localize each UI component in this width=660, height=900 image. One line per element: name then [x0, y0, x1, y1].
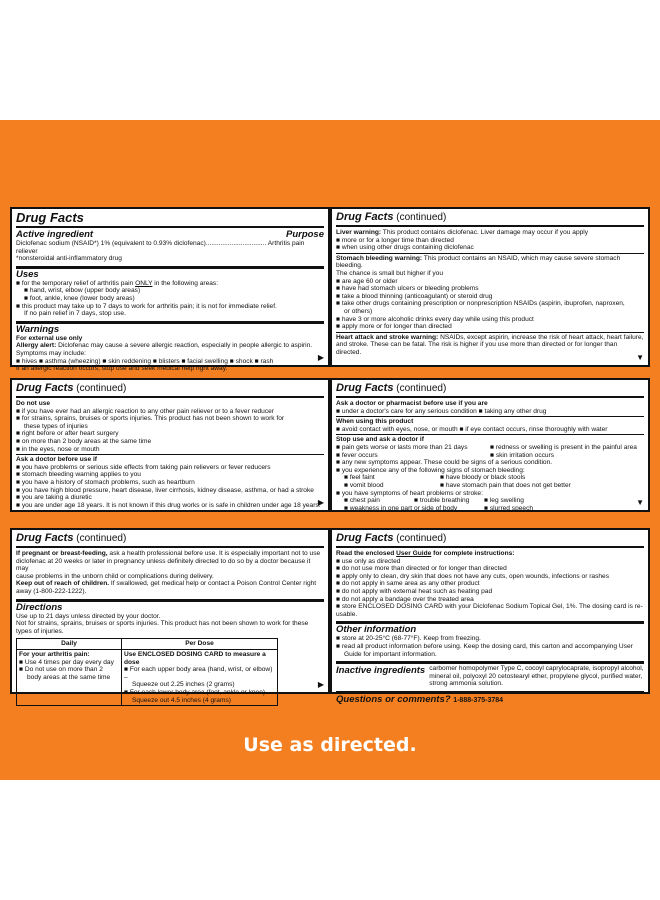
active-ingredient-line: Diclofenac sodium (NSAID*) 1% (equivalent to 0.93% diclofenac)................................. Arthritis pain reliever: [16, 240, 305, 255]
dose-head: Use ENCLOSED DOSING CARD to measure a dose: [124, 650, 266, 666]
daily-item: ■ Use 4 times per day every day: [19, 658, 114, 666]
divider: [336, 332, 644, 333]
keep-out-reach: [16, 580, 324, 588]
heading-text: Drug Facts: [16, 382, 74, 394]
dosing-header-row: [17, 639, 278, 650]
nsaid-footnote: *nonsteroidal anti-inflammatory drug: [16, 255, 122, 263]
stomach-item-4: ■ take other drugs containing prescription or nonprescription NSAIDs (aspirin, ibuprofen, naproxen,: [336, 300, 625, 308]
allergy-end: If an allergic reaction occurs, stop use and seek medical help right away.: [16, 365, 228, 373]
dnu-item-4: ■ on more than 2 body areas at the same time: [16, 437, 152, 445]
directions-line-3: types of injuries.: [16, 627, 64, 635]
other-item-1: ■ store at 20-25°C (68-77°F). Keep from freezing.: [336, 635, 481, 643]
other-item-2b: Guide for important information.: [344, 650, 437, 658]
continued-label: (continued): [73, 533, 127, 544]
ask-item-5: ■ you are taking a diuretic: [16, 494, 92, 502]
pregnancy-warning: [16, 550, 324, 558]
panel-heading: [336, 532, 644, 548]
bleeding-row-2: [336, 482, 644, 490]
uses-line-3: ■ foot, ankle, knee (lower body areas): [24, 294, 135, 302]
phone-number: 1-888-375-3784: [453, 696, 504, 704]
ask-pharm-item: ■ under a doctor's care for any serious condition ■ taking any other drug: [336, 407, 547, 415]
panel-heading: [16, 532, 324, 548]
bleeding-row-1: [336, 474, 644, 482]
other-item-2: ■ read all product information before using. Keep the dosing card, this carton and accompanying User: [336, 642, 633, 650]
heart-item: ■ leg swelling: [484, 497, 524, 505]
continued-label: (continued): [393, 212, 447, 223]
heart-label: Heart attack and stroke warning:: [336, 333, 439, 341]
warnings-title: Warnings: [16, 321, 324, 335]
stomach-item-6: ■ apply more or for longer than directed: [336, 323, 452, 331]
dosing-body-row: [17, 649, 278, 705]
heading-text: Drug Facts: [336, 382, 394, 394]
tagline: Use as directed.: [243, 734, 417, 756]
guide-item-5: ■ do not apply with external heat such as heating pad: [336, 587, 493, 595]
directions-line-2: Not for strains, sprains, bruises or sports injuries. This product has not been shown to work for these: [16, 620, 309, 628]
guide-item-1: ■ use only as directed: [336, 557, 401, 565]
uses-title: Uses: [16, 266, 324, 280]
heading-text: Drug Facts: [336, 211, 394, 223]
continued-label: (continued): [393, 383, 447, 394]
ask-pharmacist-title: Ask a doctor or pharmacist before use if you are: [336, 400, 488, 407]
bleeding-item: ■ vomit blood: [344, 481, 384, 489]
heading-text: Drug Facts: [336, 532, 394, 544]
user-guide-title: [336, 550, 644, 558]
stop-row-2: [336, 452, 644, 460]
continued-label: (continued): [393, 533, 447, 544]
questions-row: [336, 691, 644, 706]
stomach-warning: [336, 255, 644, 270]
ask-item-3: ■ you have a history of stomach problems, such as heartburn: [16, 478, 195, 486]
drug-facts-panel-3: [10, 378, 330, 512]
directions-title: Directions: [16, 599, 324, 613]
heart-item: ■ slurred speech: [484, 504, 534, 512]
stop-item: ■ redness or swelling is present in the painful area: [490, 443, 637, 451]
stop-use-title: Stop use and ask a doctor if: [336, 436, 424, 444]
heart-warning-2: and stroke. These can be fatal. The risk is higher if you use more than directed or for longer than directed.: [336, 341, 618, 356]
heart-item: ■ chest pain: [344, 497, 380, 505]
ask-item-4: ■ you have high blood pressure, heart disease, liver cirrhosis, kidney disease, asthma, or had a stroke: [16, 486, 314, 494]
ask-item-6: ■ you are under age 18 years. It is not known if this drug works or is safe in children under age 18 years.: [16, 501, 321, 509]
ask-item-2: ■ stomach bleeding warning applies to you: [16, 471, 141, 479]
right-arrow-icon: ▶: [317, 353, 324, 362]
user-guide-link: User Guide: [396, 550, 432, 557]
uses-only: ONLY: [135, 279, 153, 287]
stop-item: ■ skin irritation occurs: [490, 451, 555, 459]
dose-item: Squeeze out 4.5 inches (4 grams): [132, 696, 231, 704]
panel-heading: [16, 382, 324, 398]
liver-item-1: ■ more or for a longer time than directed: [336, 236, 454, 244]
heading-text: Drug Facts: [16, 210, 84, 225]
pregnancy-text-3: cause problems in the unborn child or complications during delivery.: [16, 572, 214, 580]
dnu-item-3: ■ right before or after heart surgery: [16, 430, 119, 438]
do-not-use-title: Do not use: [16, 400, 51, 407]
heart-row-2: [336, 505, 644, 513]
heart-item: ■ trouble breathing: [414, 497, 470, 505]
liver-text: This product contains diclofenac. Liver damage may occur if you apply: [381, 229, 589, 236]
heart-text: NSAIDs, except aspirin, increase the risk of heart attack, heart failure,: [438, 333, 644, 341]
divider: [16, 454, 324, 455]
daily-column-header: Daily: [17, 639, 122, 650]
dose-item: Squeeze out 2.25 inches (2 grams): [132, 681, 235, 689]
dnu-item-5: ■ in the eyes, nose or mouth: [16, 445, 100, 453]
heart-warning: [336, 334, 644, 342]
purpose-title: Purpose: [285, 229, 324, 240]
stomach-text: This product contains an NSAID, which may cause severe stomach bleeding.: [336, 254, 621, 270]
external-use: For external use only: [16, 334, 83, 342]
down-arrow-icon: ▼: [636, 353, 644, 362]
dnu-item-2: ■ for strains, sprains, bruises or sports injuries. This product has not been shown to work for: [16, 415, 285, 423]
divider: [336, 416, 644, 417]
daily-item: ■ Do not use on more than 2: [19, 666, 103, 674]
keep-text-2: away (1-800-222-1222).: [16, 587, 87, 595]
uses-line-1: [16, 280, 324, 288]
stomach-chance: The chance is small but higher if you: [336, 269, 444, 277]
allergy-alert: [16, 342, 324, 350]
heart-row-1: [336, 497, 644, 505]
per-dose-column-header: Per Dose: [122, 639, 278, 650]
uses-line-4: ■ this product may take up to 7 days to work for arthritis pain; it is not for immediate relief.: [16, 302, 277, 310]
drug-facts-panel-5: [10, 528, 330, 704]
stomach-item-3: ■ take a blood thinning (anticoagulant) or steroid drug: [336, 292, 493, 300]
guide-item-4: ■ do not apply in same area as any other product: [336, 580, 480, 588]
liver-item-2: ■ when using other drugs containing diclofenac: [336, 244, 474, 252]
pregnancy-text-2: diclofenac at 20 weeks or later in pregnancy unless definitely directed to do so by a doctor because it may: [16, 557, 311, 573]
divider: [336, 253, 644, 254]
active-ingredient-title: Active ingredient: [16, 229, 94, 240]
inactive-text: carbomer homopolymer Type C, cocoyl caprylocaprate, isopropyl alcohol, mineral oil, polyoxyl 20 cetostearyl ether, propylene glycol, purified water, strong ammonia solution.: [429, 665, 644, 688]
liver-warning: [336, 229, 644, 237]
continued-label: (continued): [73, 383, 127, 394]
right-arrow-icon: ▶: [317, 498, 324, 507]
guide-text: Read the enclosed: [336, 550, 397, 557]
guide-text: for complete instructions:: [431, 550, 515, 557]
dnu-item-2b: these types of injuries: [24, 422, 88, 430]
uses-text: ■ for the temporary relief of arthritis pain: [16, 279, 136, 287]
drug-facts-panel-2: [330, 207, 650, 367]
keep-label: Keep out of reach of children.: [16, 580, 110, 588]
drug-facts-panel-6: [330, 528, 650, 705]
allergy-label: Allergy alert:: [16, 342, 57, 350]
stomach-label: Stomach bleeding warning:: [336, 254, 423, 262]
symptoms-list: ■ hives ■ asthma (wheezing) ■ skin reddening ■ blisters ■ facial swelling ■ shock ■ rash: [16, 357, 274, 365]
questions-title: Questions or comments?: [336, 693, 451, 705]
pregnancy-label: If pregnant or breast-feeding,: [16, 550, 108, 557]
panel-heading: [16, 211, 324, 228]
stop-item: ■ fever occurs: [336, 451, 378, 459]
divider: [336, 434, 644, 435]
down-arrow-icon: ▼: [636, 498, 644, 507]
uses-line-2: ■ hand, wrist, elbow (upper body areas): [24, 287, 141, 295]
guide-item-7: ■ store ENCLOSED DOSING CARD with your Diclofenac Sodium Topical Gel, 1%. The dosing card is re-usable.: [336, 603, 643, 618]
daily-item: body areas at the same time: [27, 673, 111, 681]
symptoms-label: Symptoms may include:: [16, 349, 86, 357]
stomach-item-2: ■ have had stomach ulcers or bleeding problems: [336, 285, 479, 293]
ask-item-1: ■ you have problems or serious side effects from taking pain relievers or fever reducers: [16, 463, 271, 471]
guide-item-6: ■ do not apply a bandage over the treated area: [336, 595, 474, 603]
stop-item-4: ■ you experience any of the following signs of stomach bleeding:: [336, 466, 525, 474]
liver-label: Liver warning:: [336, 229, 382, 236]
dose-item: ■ For each upper body area (hand, wrist, or elbow) –: [124, 666, 273, 681]
keep-text: If swallowed, get medical help or contact a Poison Control Center right: [109, 580, 317, 588]
ask-doctor-title: Ask a doctor before use if: [16, 456, 97, 464]
stomach-item-1: ■ are age 60 or older: [336, 277, 398, 285]
dnu-item-1: ■ if you have ever had an allergic reaction to any other pain reliever or to a fever reducer: [16, 407, 274, 415]
guide-item-2: ■ do not use more than directed or for longer than directed: [336, 565, 507, 573]
when-using-title: When using this product: [336, 418, 414, 426]
stop-item-3: ■ any new symptoms appear. These could be signs of a serious condition.: [336, 459, 553, 467]
inactive-ingredients: [336, 661, 644, 688]
right-arrow-icon: ▶: [317, 680, 324, 689]
panel-heading: [336, 211, 644, 227]
drug-facts-panel-4: [330, 378, 650, 512]
bleeding-item: ■ have bloody or black stools: [440, 474, 526, 482]
guide-item-3: ■ apply only to clean, dry skin that does not have any cuts, open wounds, infections or rashes: [336, 572, 610, 580]
daily-cell: [17, 649, 122, 705]
other-information-title: Other information: [336, 621, 644, 635]
allergy-text: Diclofenac may cause a severe allergic reaction, especially in people allergic to aspirin.: [56, 342, 313, 350]
heart-item: ■ weakness in one part or side of body: [344, 504, 458, 512]
heading-text: Drug Facts: [16, 532, 74, 544]
directions-line-1: Use up to 21 days unless directed by your doctor.: [16, 612, 161, 620]
drug-facts-panel-1: [10, 207, 330, 373]
uses-text: in the following areas:: [152, 279, 219, 287]
stomach-item-5: ■ have 3 or more alcoholic drinks every day while using this product: [336, 315, 534, 323]
stomach-item-4b: or others): [344, 307, 373, 315]
stop-row-1: [336, 444, 644, 452]
pregnancy-text: ask a health professional before use. It is especially important not to use: [107, 550, 321, 557]
stop-item: ■ pain gets worse or lasts more than 21 days: [336, 443, 468, 451]
inactive-title: Inactive ingredients: [336, 665, 426, 677]
when-item-1: ■ avoid contact with eyes, nose, or mouth ■ if eye contact occurs, rinse thoroughly with water: [336, 425, 608, 433]
per-dose-cell: [122, 649, 278, 705]
bleeding-item: ■ feel faint: [344, 474, 375, 482]
dosing-table: [16, 638, 278, 706]
daily-head: For your arthritis pain:: [19, 650, 90, 658]
dose-item: ■ For each lower body area (foot, ankle or knee) –: [124, 688, 271, 696]
stop-item-5: ■ you have symptoms of heart problems or stroke:: [336, 489, 483, 497]
uses-line-5: If no pain relief in 7 days, stop use.: [24, 310, 126, 318]
panel-heading: [336, 382, 644, 398]
bleeding-item: ■ have stomach pain that does not get better: [440, 481, 571, 489]
active-ingredient-header: [16, 230, 324, 240]
